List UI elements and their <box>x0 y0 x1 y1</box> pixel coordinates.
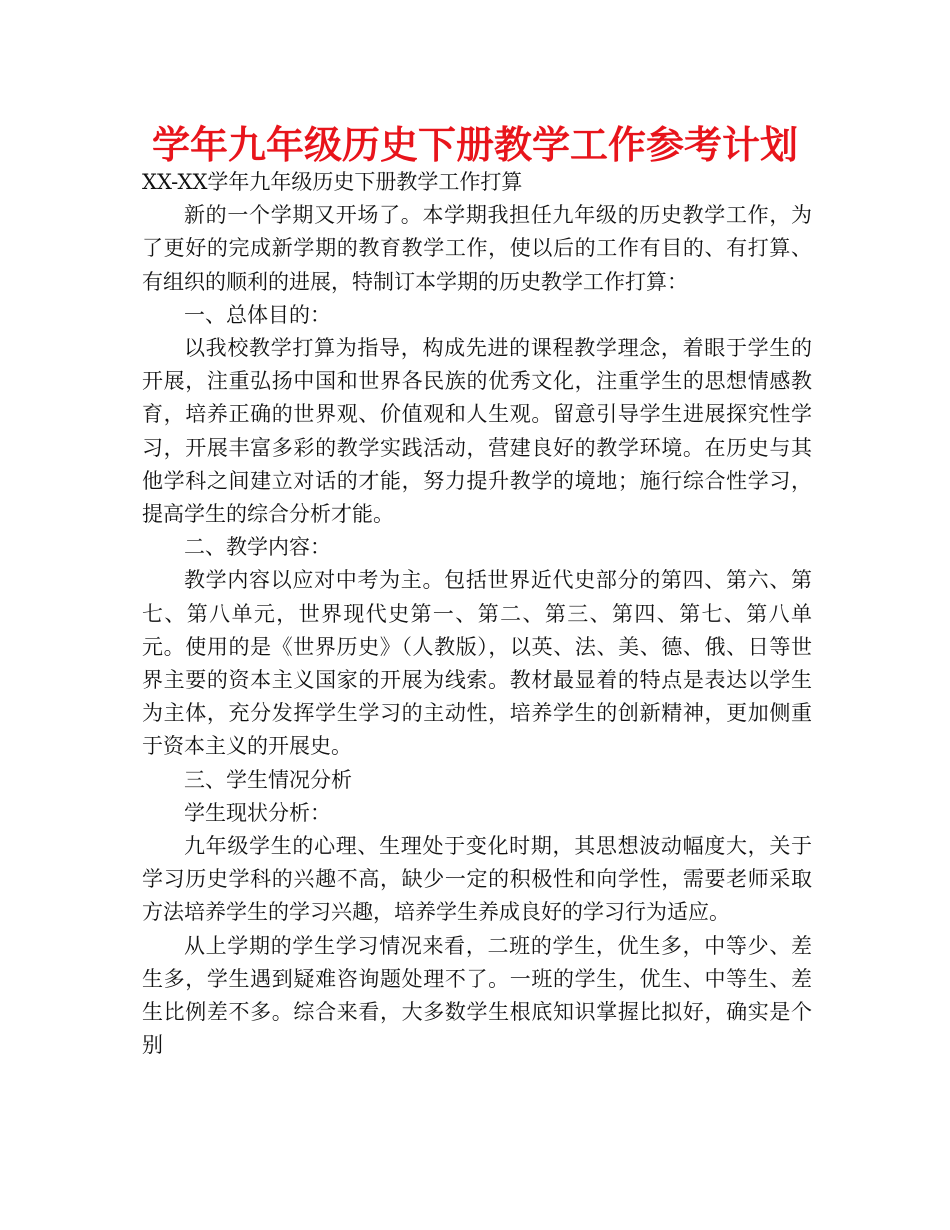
section-heading-content: 二、教学内容： <box>184 535 331 560</box>
paragraph-content: 教学内容以应对中考为主。包括世界近代史部分的第四、第六、第七、第八单元，世界现代史第一、第二、第三、第四、第七、第八单元。使用的是《世界历史》（人教版），以英、法、美、德、俄、日等世界主要的资本主义国家的开展为线索。教材最显着的特点是表达以学生为主体，充分发挥学生学习的主动性，培养学生的创新精神，更加侧重于资本主义的开展史。 <box>142 568 812 759</box>
subheading-student-status: 学生现状分析： <box>184 800 331 825</box>
paragraph-student-performance: 从上学期的学生学习情况来看，二班的学生，优生多，中等少、差生多，学生遇到疑难咨询题处理不了。一班的学生，优生、中等生、差生比例差不多。综合来看，大多数学生根底知识掌握比拟好，确实是个别 <box>142 933 812 1058</box>
paragraph-goals: 以我校教学打算为指导，构成先进的课程教学理念，着眼于学生的开展，注重弘扬中国和世界各民族的优秀文化，注重学生的思想情感教育，培养正确的世界观、价值观和人生观。留意引导学生进展探究性学习，开展丰富多彩的教学实践活动，营建良好的教学环境。在历史与其他学科之间建立对话的才能，努力提升教学的境地；施行综合性学习，提高学生的综合分析才能。 <box>142 336 812 527</box>
section-heading-goals: 一、总体目的： <box>184 302 331 327</box>
paragraph-student-psychology: 九年级学生的心理、生理处于变化时期，其思想波动幅度大，关于学习历史学科的兴趣不高，缺少一定的积极性和向学性，需要老师采取方法培养学生的学习兴趣，培养学生养成良好的学习行为适应。 <box>142 834 812 925</box>
document-title: 学年九年级历史下册教学工作参考计划 <box>151 123 798 167</box>
document-body <box>142 166 812 1062</box>
document-subtitle: XX-XX学年九年级历史下册教学工作打算 <box>142 170 523 194</box>
section-heading-students: 三、学生情况分析 <box>184 767 352 792</box>
paragraph-intro: 新的一个学期又开场了。本学期我担任九年级的历史教学工作，为了更好的完成新学期的教育教学工作，使以后的工作有目的、有打算、有组织的顺利的进展，特制订本学期的历史教学工作打算： <box>142 203 812 294</box>
